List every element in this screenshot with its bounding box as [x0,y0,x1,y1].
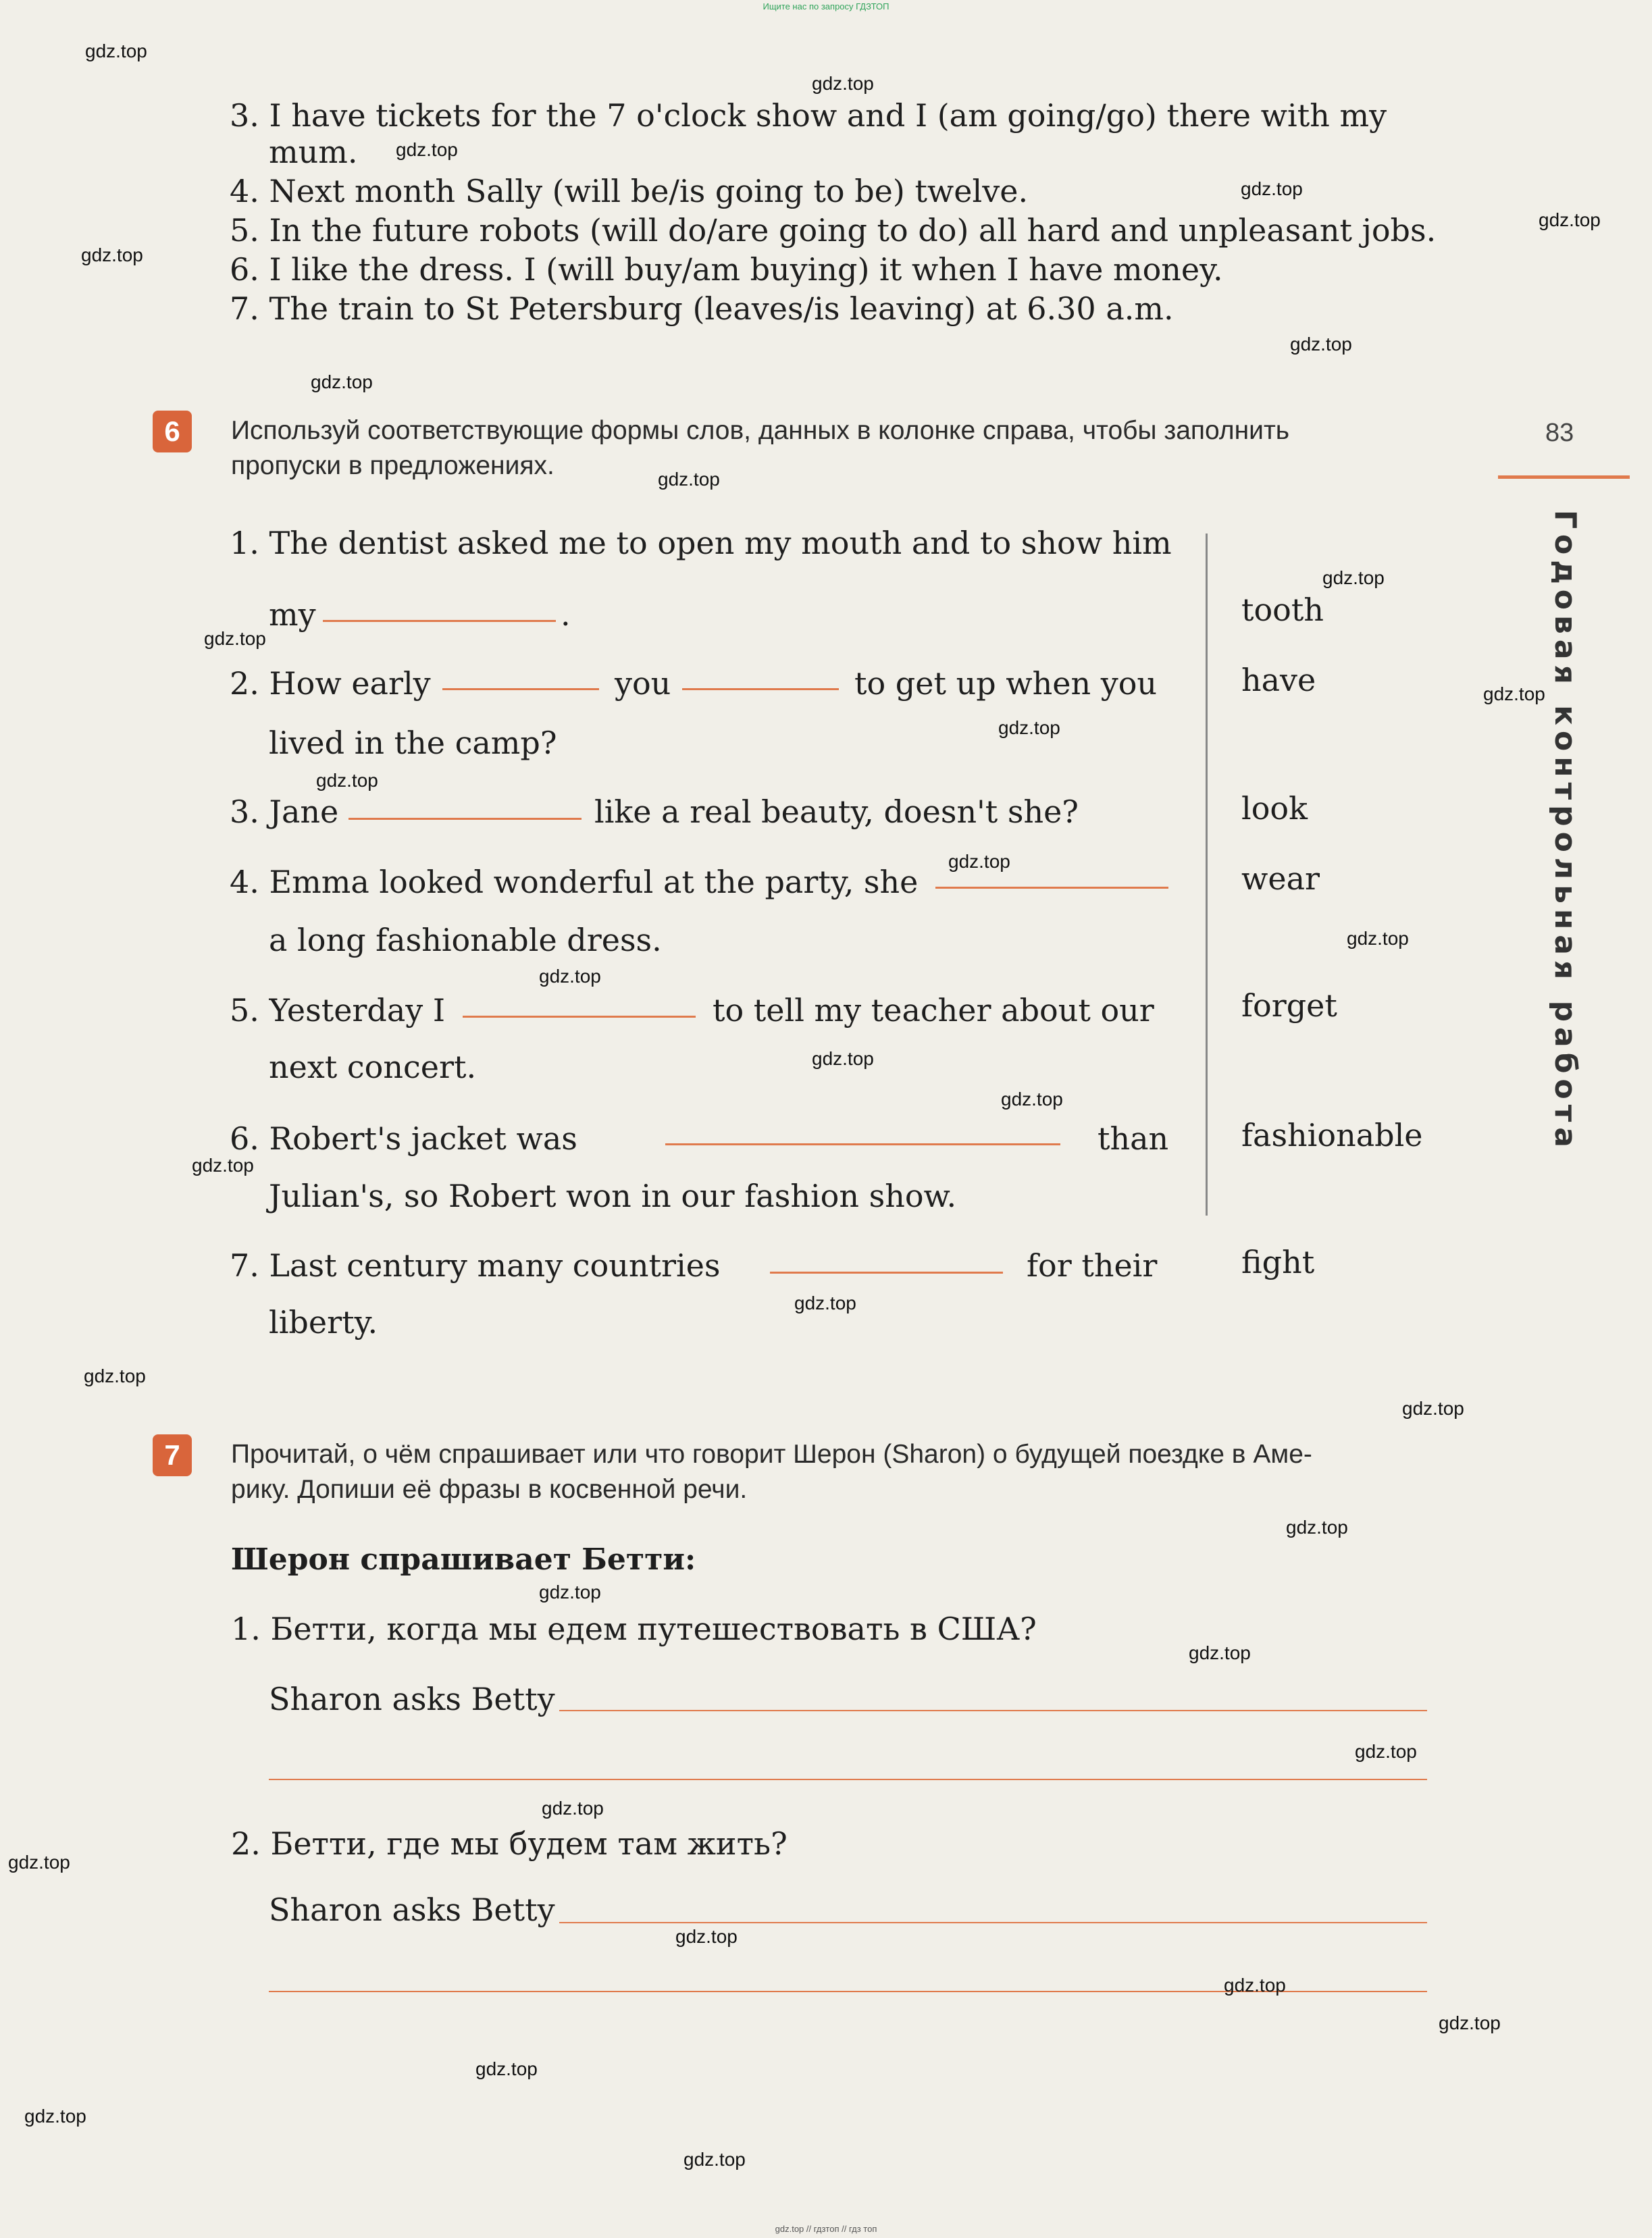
watermark: gdz.top [1539,209,1601,230]
watermark: gdz.top [812,73,874,94]
watermark: gdz.top [84,1365,146,1386]
page-number: 83 [1545,419,1574,447]
watermark: gdz.top [316,770,378,791]
t7-answer-1b[interactable] [269,1779,1427,1780]
watermark: gdz.top [1322,567,1385,588]
watermark: gdz.top [1001,1089,1063,1110]
t6-s3b: like a real beauty, doesn't she? [594,793,1079,830]
prev-item-5: 5. In the future robots (will do/are going to do) all hard and unpleasant jobs. [230,212,1437,249]
watermark: gdz.top [1290,334,1352,355]
word-wear: wear [1241,860,1320,897]
t7-q2-lead: Sharon asks Betty [269,1892,555,1928]
watermark: gdz.top [81,244,143,265]
page-rule [1498,475,1630,479]
t6-s6a: 6. Robert's jacket was [230,1120,577,1157]
word-tooth: tooth [1241,592,1324,628]
t6-s1b: my [269,596,316,633]
watermark: gdz.top [1241,178,1303,199]
t7-q1: 1. Бетти, когда мы едем путешествовать в США? [231,1611,1037,1647]
watermark: gdz.top [24,2106,86,2127]
side-title: Годовая контрольная работа [1548,510,1582,1153]
t6-s5b: to tell my teacher about our [713,992,1154,1029]
word-forget: forget [1241,987,1337,1024]
prev-item-3: 3. I have tickets for the 7 o'clock show and I (am going/go) there with my [230,97,1387,134]
t6-s5a: 5. Yesterday I [230,992,446,1029]
t6-blank-2b[interactable] [682,688,839,690]
watermark: gdz.top [675,1926,738,1947]
t6-s2a: 2. How early [230,665,431,702]
watermark: gdz.top [812,1048,874,1069]
watermark: gdz.top [1483,683,1545,704]
t6-s2c: to get up when you [854,665,1158,702]
task7-instruction-1: Прочитай, о чём спрашивает или что говорит Шерон (Sharon) о будущей поездке в Аме- [231,1440,1312,1469]
watermark: gdz.top [948,851,1010,872]
t6-s2b: you [615,665,671,702]
t7-answer-2a[interactable] [559,1922,1427,1923]
t6-blank-3[interactable] [349,818,582,820]
t6-s1-end: . [561,596,571,633]
watermark: gdz.top [1355,1741,1417,1762]
t6-blank-5[interactable] [463,1016,696,1018]
task6-instruction-2: пропуски в предложениях. [231,451,554,480]
task7-badge: 7 [153,1434,192,1476]
watermark: gdz.top [204,628,266,649]
t6-s7c: liberty. [269,1304,378,1341]
watermark: gdz.top [539,966,601,987]
t6-s6c: Julian's, so Robert won in our fashion show. [269,1178,957,1214]
watermark: gdz.top [311,371,373,392]
prev-item-6: 6. I like the dress. I (will buy/am buying) it when I have money. [230,251,1223,288]
watermark: gdz.top [8,1852,70,1873]
watermark: gdz.top [1286,1517,1348,1538]
watermark: gdz.top [192,1155,254,1176]
t7-q1-lead: Sharon asks Betty [269,1681,555,1717]
prev-item-7: 7. The train to St Petersburg (leaves/is leaving) at 6.30 a.m. [230,290,1174,327]
task6-badge: 6 [153,411,192,452]
top-note: Ищите нас по запросу ГДЗТОП [763,1,889,11]
t7-q2: 2. Бетти, где мы будем там жить? [231,1825,788,1862]
watermark: gdz.top [658,469,720,490]
t6-s7a: 7. Last century many countries [230,1247,721,1284]
t6-s5c: next concert. [269,1049,477,1085]
t6-s6b: than [1098,1120,1169,1157]
watermark: gdz.top [396,139,458,160]
word-look: look [1241,790,1308,827]
watermark: gdz.top [1439,2012,1501,2033]
t6-blank-4[interactable] [935,887,1168,889]
watermark: gdz.top [1189,1642,1251,1663]
prev-item-4: 4. Next month Sally (will be/is going to be) twelve. [230,173,1029,209]
watermark: gdz.top [794,1293,856,1313]
t6-s1a: 1. The dentist asked me to open my mouth and to show him [230,525,1172,561]
t7-answer-1a[interactable] [559,1710,1427,1711]
word-fight: fight [1241,1244,1315,1280]
t6-blank-1[interactable] [323,620,556,622]
watermark: gdz.top [1347,928,1409,949]
bottom-note: gdz.top // гдзтоп // гдз топ [775,2224,877,2234]
prev-item-3-cont: mum. [269,134,358,170]
watermark: gdz.top [85,41,147,61]
t6-blank-7[interactable] [770,1272,1003,1274]
watermark: gdz.top [1224,1975,1286,1996]
word-fashionable: fashionable [1241,1117,1423,1153]
watermark: gdz.top [683,2149,746,2170]
t6-s3a: 3. Jane [230,793,339,830]
watermark: gdz.top [1402,1398,1464,1419]
t6-s4a: 4. Emma looked wonderful at the party, she [230,864,919,900]
t6-blank-6[interactable] [665,1143,1060,1145]
t6-s4b: a long fashionable dress. [269,922,662,958]
word-have: have [1241,662,1316,698]
t6-blank-2a[interactable] [442,688,599,690]
t6-s7b: for their [1027,1247,1158,1284]
task6-instruction-1: Используй соответствующие формы слов, данных в колонке справа, чтобы заполнить [231,416,1290,445]
word-column-divider [1206,534,1208,1216]
watermark: gdz.top [539,1582,601,1603]
t6-s2d: lived in the camp? [269,725,557,761]
watermark: gdz.top [475,2058,538,2079]
task7-instruction-2: рику. Допиши её фразы в косвенной речи. [231,1475,748,1504]
task7-subheading: Шерон спрашивает Бетти: [231,1542,696,1577]
watermark: gdz.top [542,1798,604,1819]
watermark: gdz.top [998,717,1060,738]
